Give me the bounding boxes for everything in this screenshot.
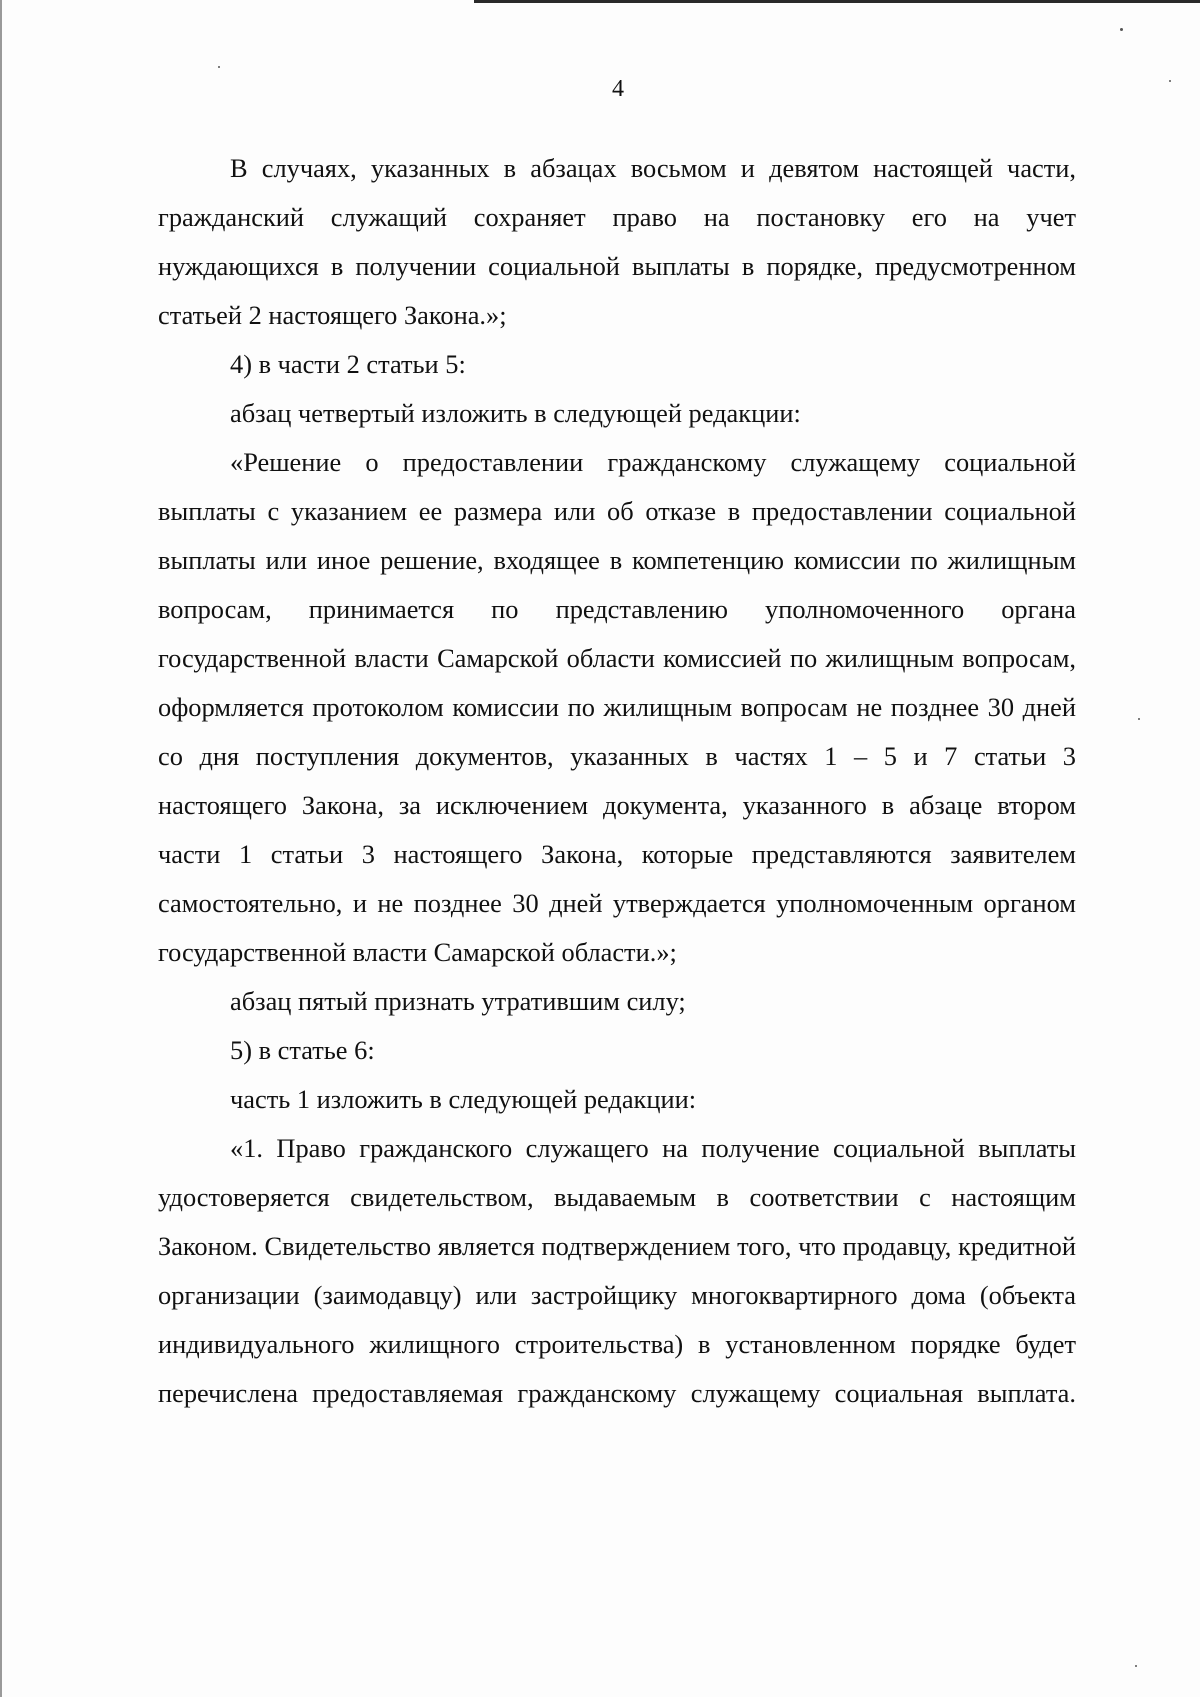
- paragraph-8: «1. Право гражданского служащего на получение социальной выплаты удостоверяется свидетельством, выдаваемым в соответствии с настоящим Законом. Свидетельство является подтверждением того, что продавцу, кредитной организации (заимодавцу) или застройщику многоквартирного дома (объекта индивидуального жилищного строительства) в установленном порядке будет перечислена предоставляемая гражданскому служащему социальная выплата.: [158, 1133, 1076, 1408]
- paragraph-2: 4) в части 2 статьи 5:: [230, 349, 466, 379]
- paragraph-7: часть 1 изложить в следующей редакции:: [230, 1084, 697, 1114]
- paragraph-5: абзац пятый признать утратившим силу;: [230, 986, 686, 1016]
- scan-speck: [1138, 718, 1140, 720]
- scan-speck: [218, 66, 220, 68]
- paragraph-6: 5) в статье 6:: [230, 1035, 375, 1065]
- paragraph-4: «Решение о предоставлении гражданскому служащему социальной выплаты с указанием ее размера или об отказе в предоставлении социальной выплаты или иное решение, входящее в компетенцию комиссии по жилищным вопросам, принимается по представлению уполномоченного органа государственной власти Самарской области комиссией по жилищным вопросам, оформляется протоколом комиссии по жилищным вопросам не позднее 30 дней со дня поступления документов, указанных в частях 1 – 5 и 7 статьи 3 настоящего Закона, за исключением документа, указанного в абзаце втором части 1 статьи 3 настоящего Закона, которые представляются заявителем самостоятельно, и не позднее 30 дней утверждается уполномоченным органом государственной власти Самарской области.»;: [158, 447, 1076, 967]
- scan-edge-top: [474, 0, 1200, 3]
- scan-speck: [1135, 1665, 1137, 1667]
- scan-speck: [1120, 28, 1123, 31]
- document-body: [158, 144, 1076, 1418]
- page-number: 4: [612, 76, 624, 102]
- scan-edge-left: [0, 0, 2, 1697]
- paragraph-3: абзац четвертый изложить в следующей редакции:: [230, 398, 801, 428]
- paragraph-1: В случаях, указанных в абзацах восьмом и девятом настоящей части, гражданский служащий сохраняет право на постановку его на учет нуждающихся в получении социальной выплаты в порядке, предусмотренном статьей 2 настоящего Закона.»;: [158, 153, 1076, 330]
